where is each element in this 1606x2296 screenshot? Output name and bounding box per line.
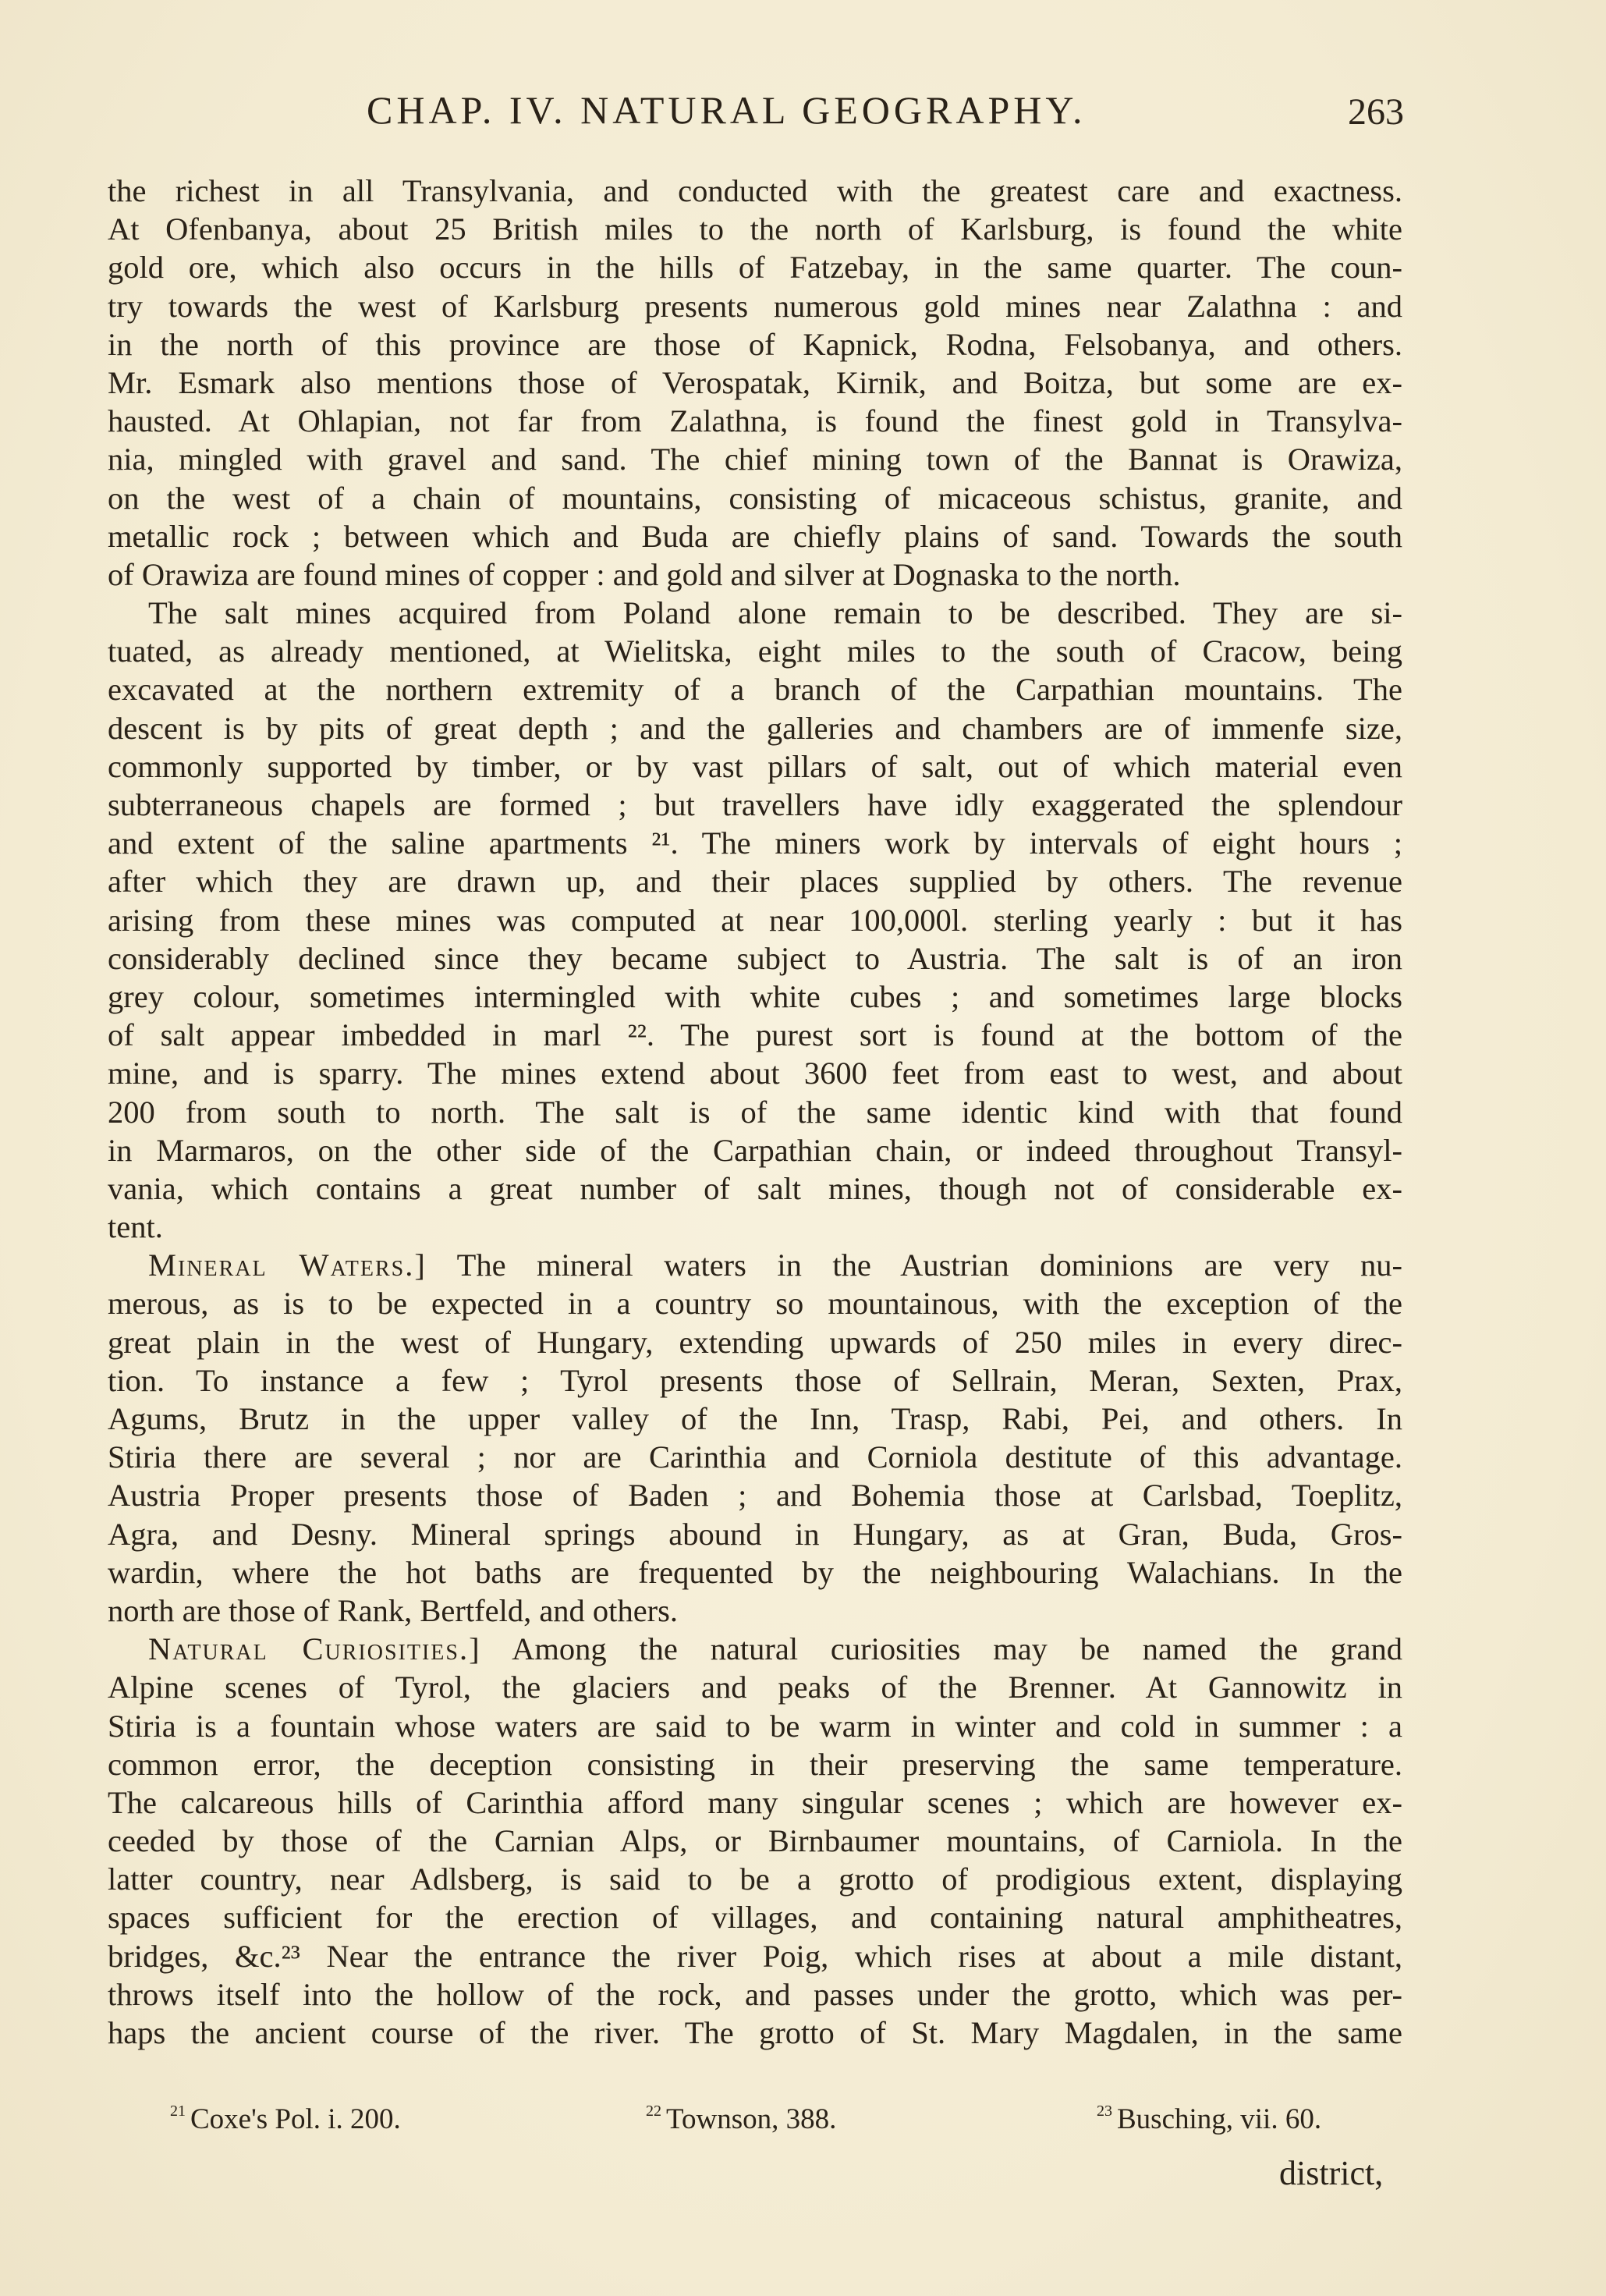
text-line bbox=[108, 325, 1402, 364]
text-line bbox=[108, 1822, 1402, 1860]
line-text: nia, mingled with gravel and sand. The chief mining town of the Bannat is Orawiza, bbox=[108, 442, 1402, 477]
page-number: 263 bbox=[1348, 91, 1404, 133]
page-header bbox=[367, 87, 1404, 142]
line-text: hausted. At Ohlapian, not far from Zalathna, is found the finest gold in Transylva- bbox=[108, 403, 1402, 439]
text-line bbox=[108, 709, 1402, 747]
text-line bbox=[108, 824, 1402, 862]
text-line bbox=[108, 786, 1402, 824]
line-text: wardin, where the hot baths are frequented by the neighbouring Walachians. In the bbox=[108, 1554, 1402, 1590]
text-line bbox=[108, 1553, 1402, 1592]
line-text: of Orawiza are found mines of copper : and gold and silver at Dognaska to the north. bbox=[108, 556, 1181, 592]
text-line bbox=[108, 1707, 1402, 1745]
line-text: gold ore, which also occurs in the hills of Fatzebay, in the same quarter. The coun- bbox=[108, 250, 1402, 286]
line-text: subterraneous chapels are formed ; but travellers have idly exaggerated the splendour bbox=[108, 787, 1402, 822]
text-line bbox=[108, 670, 1402, 708]
line-text: ceeded by those of the Carnian Alps, or Birnbaumer mountains, of Carniola. In the bbox=[108, 1823, 1402, 1859]
line-text: arising from these mines was computed at near 100,000l. sterling yearly : but it has bbox=[108, 902, 1402, 938]
line-text: bridges, &c.²³ Near the entrance the river Poig, which rises at about a mile distant, bbox=[108, 1938, 1402, 1974]
line-text: spaces sufficient for the erection of villages, and containing natural amphitheatres, bbox=[108, 1900, 1402, 1936]
text-line bbox=[108, 1476, 1402, 1514]
text-line bbox=[108, 1246, 1402, 1284]
text-line bbox=[108, 479, 1402, 517]
line-text: merous, as is to be expected in a country so mountainous, with the exception of the bbox=[108, 1286, 1402, 1322]
line-text: grey colour, sometimes intermingled with white cubes ; and sometimes large blocks bbox=[108, 978, 1402, 1014]
line-text: the richest in all Transylvania, and conducted with the greatest care and exactness. bbox=[108, 173, 1402, 208]
line-text: tent. bbox=[108, 1209, 163, 1245]
section-heading: Mineral Waters.] bbox=[148, 1247, 427, 1283]
text-line bbox=[108, 1169, 1402, 1208]
footnotes bbox=[108, 2103, 1402, 2149]
section-heading: Natural Curiosities.] bbox=[148, 1631, 481, 1667]
line-text: mine, and is sparry. The mines extend about 3600 feet from east to west, and about bbox=[108, 1056, 1402, 1091]
text-line bbox=[108, 402, 1402, 440]
line-text: try towards the west of Karlsburg presents numerous gold mines near Zalathna : and bbox=[108, 288, 1402, 324]
line-text: tion. To instance a few ; Tyrol presents those of Sellrain, Meran, Sexten, Prax, bbox=[108, 1362, 1402, 1398]
line-text: Stiria there are several ; nor are Carinthia and Corniola destitute of this advantage. bbox=[108, 1439, 1402, 1475]
text-line bbox=[108, 1898, 1402, 1936]
line-text: haps the ancient course of the river. The grotto of St. Mary Magdalen, in the same bbox=[108, 2015, 1402, 2050]
text-line bbox=[108, 2014, 1402, 2052]
text-line bbox=[108, 1323, 1402, 1361]
line-text: Among the natural curiosities may be named the grand bbox=[512, 1631, 1402, 1667]
line-text: The mineral waters in the Austrian dominions are very nu- bbox=[456, 1247, 1402, 1283]
footnote-21: $^{21}$ Coxe's Pol. i. 200. bbox=[170, 2103, 401, 2135]
line-text: Agra, and Desny. Mineral springs abound in Hungary, as at Gran, Buda, Gros- bbox=[108, 1516, 1402, 1552]
text-line bbox=[108, 248, 1402, 286]
line-text: of salt appear imbedded in marl ²². The purest sort is found at the bottom of the bbox=[108, 1017, 1402, 1053]
text-line bbox=[108, 1093, 1402, 1131]
line-text: 200 from south to north. The salt is of the same identic kind with that found bbox=[108, 1094, 1402, 1130]
line-text: on the west of a chain of mountains, consisting of micaceous schistus, granite, and bbox=[108, 480, 1402, 516]
line-text: descent is by pits of great depth ; and the galleries and chambers are of immenfe size, bbox=[108, 710, 1402, 746]
line-text: The calcareous hills of Carinthia afford many singular scenes ; which are however ex- bbox=[108, 1784, 1402, 1820]
text-line bbox=[108, 1438, 1402, 1476]
text-line bbox=[108, 287, 1402, 325]
line-text: vania, which contains a great number of salt mines, though not of considerable ex- bbox=[108, 1170, 1402, 1206]
text-line bbox=[108, 1400, 1402, 1438]
line-text: At Ofenbanya, about 25 British miles to the north of Karlsburg, is found the white bbox=[108, 211, 1402, 247]
text-line bbox=[108, 862, 1402, 900]
line-text: Agums, Brutz in the upper valley of the Inn, Trasp, Rabi, Pei, and others. In bbox=[108, 1401, 1402, 1436]
line-text: in Marmaros, on the other side of the Carpathian chain, or indeed throughout Transyl- bbox=[108, 1132, 1402, 1168]
text-line bbox=[108, 1783, 1402, 1822]
text-line bbox=[108, 939, 1402, 978]
line-text: common error, the deception consisting in their preserving the same temperature. bbox=[108, 1746, 1402, 1782]
line-text: Stiria is a fountain whose waters are said to be warm in winter and cold in summer : a bbox=[108, 1708, 1402, 1744]
text-line bbox=[108, 747, 1402, 786]
text-line bbox=[108, 1208, 1402, 1246]
catchword: district, bbox=[1279, 2154, 1384, 2192]
line-text: Austria Proper presents those of Baden ; and Bohemia those at Carlsbad, Toeplitz, bbox=[108, 1478, 1402, 1514]
line-text: after which they are drawn up, and their places supplied by others. The revenue bbox=[108, 864, 1402, 900]
text-line bbox=[108, 517, 1402, 555]
text-line bbox=[108, 978, 1402, 1016]
line-text: in the north of this province are those of Kapnick, Rodna, Felsobanya, and others. bbox=[108, 326, 1402, 362]
running-head: CHAP. IV. NATURAL GEOGRAPHY. bbox=[367, 88, 1087, 132]
line-text: Mr. Esmark also mentions those of Verospatak, Kirnik, and Boitza, but some are ex- bbox=[108, 364, 1402, 400]
footnote-23: $^{23}$ Busching, vii. 60. bbox=[1097, 2103, 1322, 2135]
line-text: throws itself into the hollow of the rock, and passes under the grotto, which was per- bbox=[108, 1976, 1402, 2012]
text-line bbox=[108, 1592, 1402, 1630]
line-text: and extent of the saline apartments ²¹. The miners work by intervals of eight hours ; bbox=[108, 825, 1402, 861]
text-line bbox=[108, 364, 1402, 402]
line-text: latter country, near Adlsberg, is said to be a grotto of prodigious extent, displaying bbox=[108, 1861, 1402, 1897]
text-line bbox=[108, 1515, 1402, 1553]
text-line bbox=[108, 1284, 1402, 1322]
line-text: metallic rock ; between which and Buda are chiefly plains of sand. Towards the south bbox=[108, 518, 1402, 554]
text-line bbox=[108, 1668, 1402, 1706]
text-line bbox=[108, 1131, 1402, 1169]
line-text: commonly supported by timber, or by vast pillars of salt, out of which material even bbox=[108, 748, 1402, 784]
text-line bbox=[108, 172, 1402, 210]
line-text: north are those of Rank, Bertfeld, and others. bbox=[108, 1592, 679, 1628]
text-line bbox=[108, 555, 1402, 594]
footnote-22: $^{22}$ Townson, 388. bbox=[646, 2103, 837, 2135]
text-line bbox=[108, 901, 1402, 939]
body-text bbox=[108, 172, 1402, 2052]
line-text: tuated, as already mentioned, at Wielitska, eight miles to the south of Cracow, being bbox=[108, 633, 1402, 669]
text-line bbox=[108, 1745, 1402, 1783]
line-text: great plain in the west of Hungary, extending upwards of 250 miles in every direc- bbox=[108, 1324, 1402, 1360]
text-line bbox=[108, 1860, 1402, 1898]
text-line bbox=[108, 632, 1402, 670]
text-line bbox=[108, 1054, 1402, 1092]
line-text: Alpine scenes of Tyrol, the glaciers and peaks of the Brenner. At Gannowitz in bbox=[108, 1670, 1402, 1705]
line-text: The salt mines acquired from Poland alone remain to be described. They are si- bbox=[148, 595, 1402, 631]
text-line bbox=[108, 210, 1402, 248]
text-line bbox=[108, 440, 1402, 478]
text-line bbox=[108, 1937, 1402, 1975]
text-line bbox=[108, 1361, 1402, 1400]
line-text: excavated at the northern extremity of a branch of the Carpathian mountains. The bbox=[108, 672, 1402, 708]
text-line bbox=[108, 1630, 1402, 1668]
text-line bbox=[108, 1016, 1402, 1054]
line-text: considerably declined since they became subject to Austria. The salt is of an iron bbox=[108, 940, 1402, 976]
text-line bbox=[108, 1975, 1402, 2014]
text-line bbox=[108, 594, 1402, 632]
